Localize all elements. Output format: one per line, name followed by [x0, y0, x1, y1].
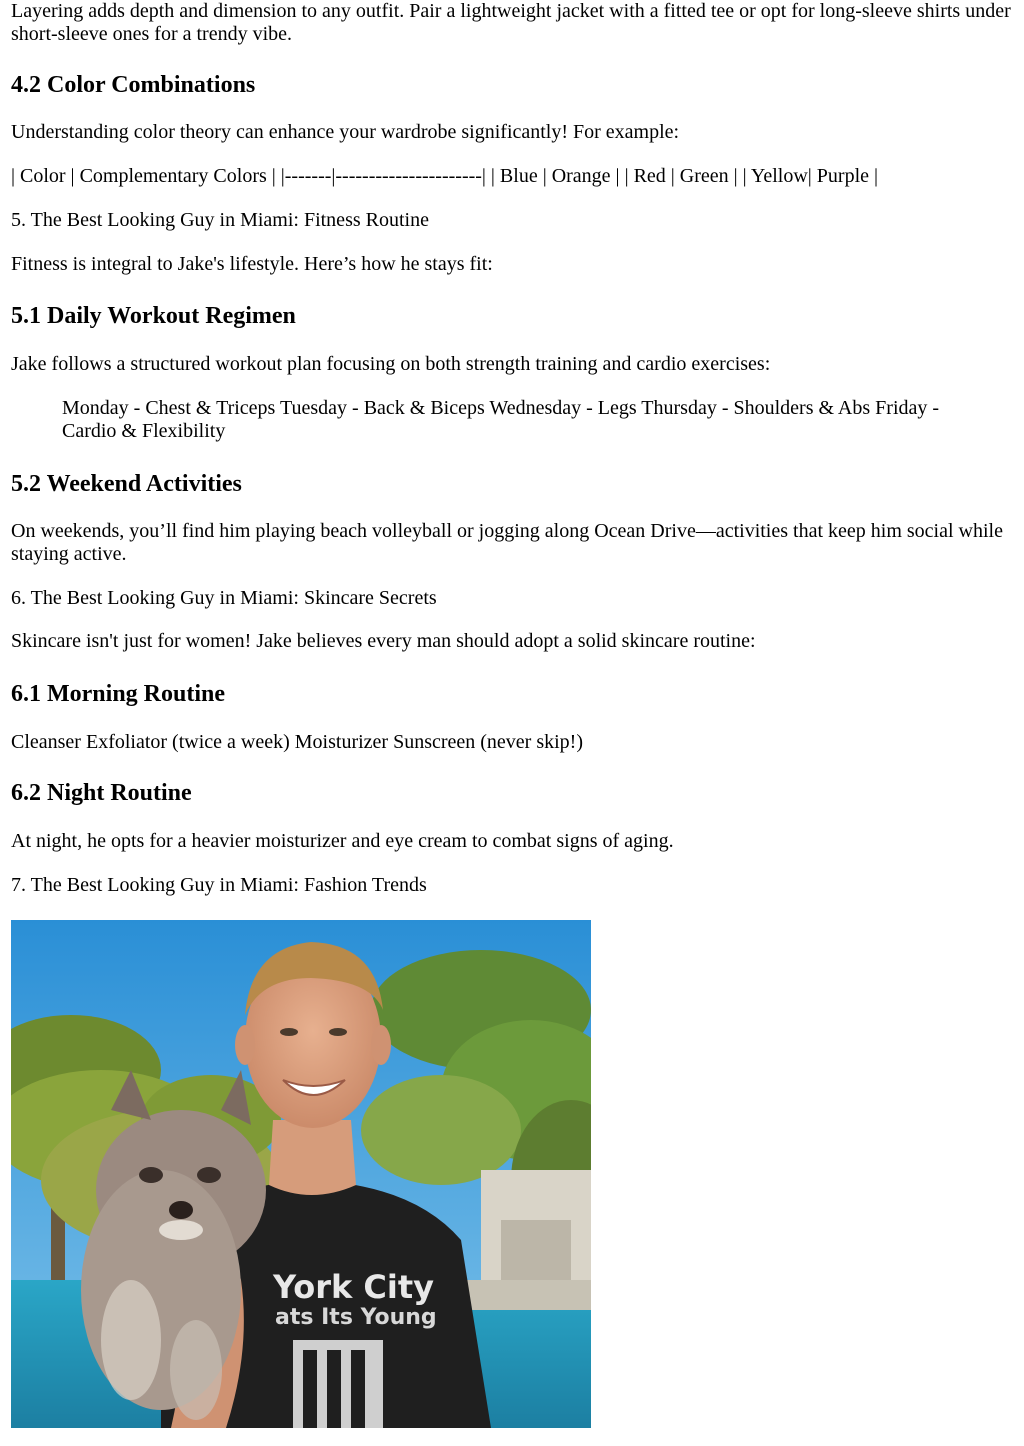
- photo-illustration: [11, 920, 591, 1428]
- weekend-paragraph: On weekends, you’ll find him playing beach volleyball or jogging along Ocean Drive—activities that keep him social while staying active.: [11, 520, 1003, 565]
- fitness-paragraph: Fitness is integral to Jake's lifestyle. Here’s how he stays fit:: [11, 253, 493, 275]
- night-routine-paragraph: At night, he opts for a heavier moisturizer and eye cream to combat signs of aging.: [11, 830, 674, 852]
- section-title-skincare: 6. The Best Looking Guy in Miami: Skincare Secrets: [11, 587, 437, 609]
- man-neck: [269, 1120, 356, 1195]
- morning-routine-paragraph: Cleanser Exfoliator (twice a week) Moisturizer Sunscreen (never skip!): [11, 731, 584, 753]
- heading-weekend-activities: 5.2 Weekend Activities: [11, 471, 242, 497]
- workout-paragraph: Jake follows a structured workout plan focusing on both strength training and cardio exercises:: [11, 353, 771, 375]
- section-title-fashion: 7. The Best Looking Guy in Miami: Fashion Trends: [11, 874, 427, 896]
- workout-schedule-blockquote: Monday - Chest & Triceps Tuesday - Back & Biceps Wednesday - Legs Thursday - Shoulders & Abs Friday - Cardio & Flexibility: [62, 397, 940, 442]
- article-photo: [11, 920, 591, 1428]
- color-table-text: | Color | Complementary Colors | |-------|----------------------| | Blue | Orange | | Red | Green | | Yellow| Purple |: [11, 165, 879, 187]
- shirt-print-line2: ats Its Young: [275, 1305, 437, 1330]
- heading-night-routine: 6.2 Night Routine: [11, 780, 192, 806]
- skincare-paragraph: Skincare isn't just for women! Jake believes every man should adopt a solid skincare routine:: [11, 630, 756, 652]
- intro-paragraph: Layering adds depth and dimension to any outfit. Pair a lightweight jacket with a fitted tee or opt for long-sleeve shirts under short-sleeve ones for a trendy vibe.: [11, 0, 1011, 45]
- color-theory-paragraph: Understanding color theory can enhance your wardrobe significantly! For example:: [11, 121, 680, 143]
- heading-morning-routine: 6.1 Morning Routine: [11, 681, 226, 707]
- heading-daily-workout: 5.1 Daily Workout Regimen: [11, 303, 296, 329]
- heading-color-combinations: 4.2 Color Combinations: [11, 72, 256, 98]
- section-title-fitness: 5. The Best Looking Guy in Miami: Fitness Routine: [11, 209, 429, 231]
- shirt-print-graphic: [293, 1340, 383, 1428]
- shirt-print-line1: York City: [273, 1268, 435, 1306]
